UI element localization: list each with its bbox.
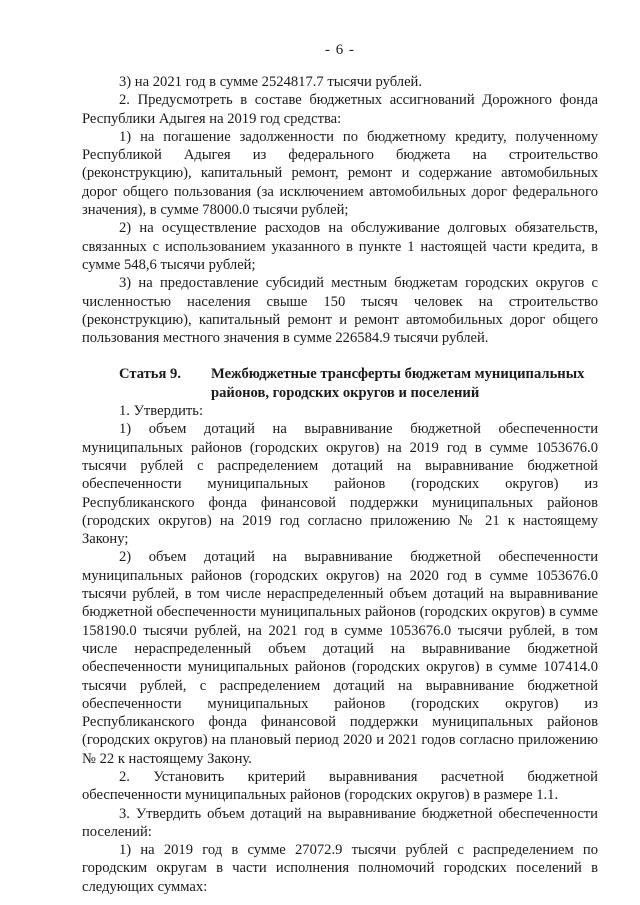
paragraph-road-subsidies: 3) на предоставление субсидий местным бюджетам городских округов с численностью населения свыше 150 тысяч человек на строительство (реконструкцию), капитальный ремонт и ремонт автомобильных дорог общего пользования местного значения в сумме 226584.9 тысячи рублей. (82, 275, 598, 347)
paragraph-criterion: 2. Установить критерий выравнивания расчетной бюджетной обеспеченности муниципальных районов (городских округов) в размере 1.1. (82, 768, 598, 804)
paragraph-debt-service: 2) на осуществление расходов на обслуживание долговых обязательств, связанных с использованием указанного в пункте 1 настоящей части кредита, в сумме 548,6 тысячи рублей; (82, 220, 598, 273)
paragraph-subsidies-2019: 1) объем дотаций на выравнивание бюджетной обеспеченности муниципальных районов (городских округов) на 2019 год в сумме 1053676.0 тысячи рублей с распределением дотаций на выравнивание бюджетной обеспеченности муниципальных районов (городских округов) из Республиканского фонда финансовой поддержки муниципальных районов (городских округов) на 2019 год согласно приложению № 21 к настоящему Закону; (82, 421, 598, 548)
article-heading (82, 365, 598, 402)
paragraph-settlements: 3. Утвердить объем дотаций на выравнивание бюджетной обеспеченности поселений: (82, 805, 598, 840)
document-body (82, 73, 598, 896)
paragraph-subsidies-2020-2021: 2) объем дотаций на выравнивание бюджетной обеспеченности муниципальных районов (городских округов) на 2020 год в сумме 1053676.0 тысячи рублей, в том числе нераспределенный объем дотаций на выравнивание бюджетной обеспеченности муниципальных районов (городских округов) в сумме 158190.0 тысячи рублей, на 2021 год в сумме 1053676.0 тысячи рублей, в том числе нераспределенный объем дотаций на выравнивание бюджетной обеспеченности муниципальных районов (городских округов) в сумме 107414.0 тысячи рублей, с распределением дотаций на выравнивание бюджетной обеспеченности муниципальных районов (городских округов) из Республиканского фонда финансовой поддержки муниципальных районов (городских округов) на плановый период 2020 и 2021 годов согласно приложению № 22 к настоящему Закону. (82, 549, 598, 767)
page-number: - 6 - (325, 42, 355, 58)
paragraph-2021-sum: 3) на 2021 год в сумме 2524817.7 тысячи рублей. (119, 74, 423, 90)
article-label: Статья 9. (119, 366, 181, 383)
paragraph-approve: 1. Утвердить: (119, 403, 204, 420)
paragraph-road-fund: 2. Предусмотреть в составе бюджетных ассигнований Дорожного фонда Республики Адыгея на 2019 год средства: (82, 92, 598, 127)
article-title: Межбюджетные трансферты бюджетам муниципальных районов, городских округов и поселений (211, 366, 585, 401)
paragraph-debt-repayment: 1) на погашение задолженности по бюджетному кредиту, полученному Республикой Адыгея из федерального бюджета на строительство (реконструкцию), капитальный ремонт, ремонт и содержание автомобильных дорог общего пользования (за исключением автомобильных дорог федерального значения), в сумме 78000.0 тысячи рублей; (82, 128, 598, 219)
paragraph-settlements-2019: 1) на 2019 год в сумме 27072.9 тысячи рублей с распределением по городским округам в части исполнения полномочий городских поселений в следующих суммах: (82, 842, 598, 895)
